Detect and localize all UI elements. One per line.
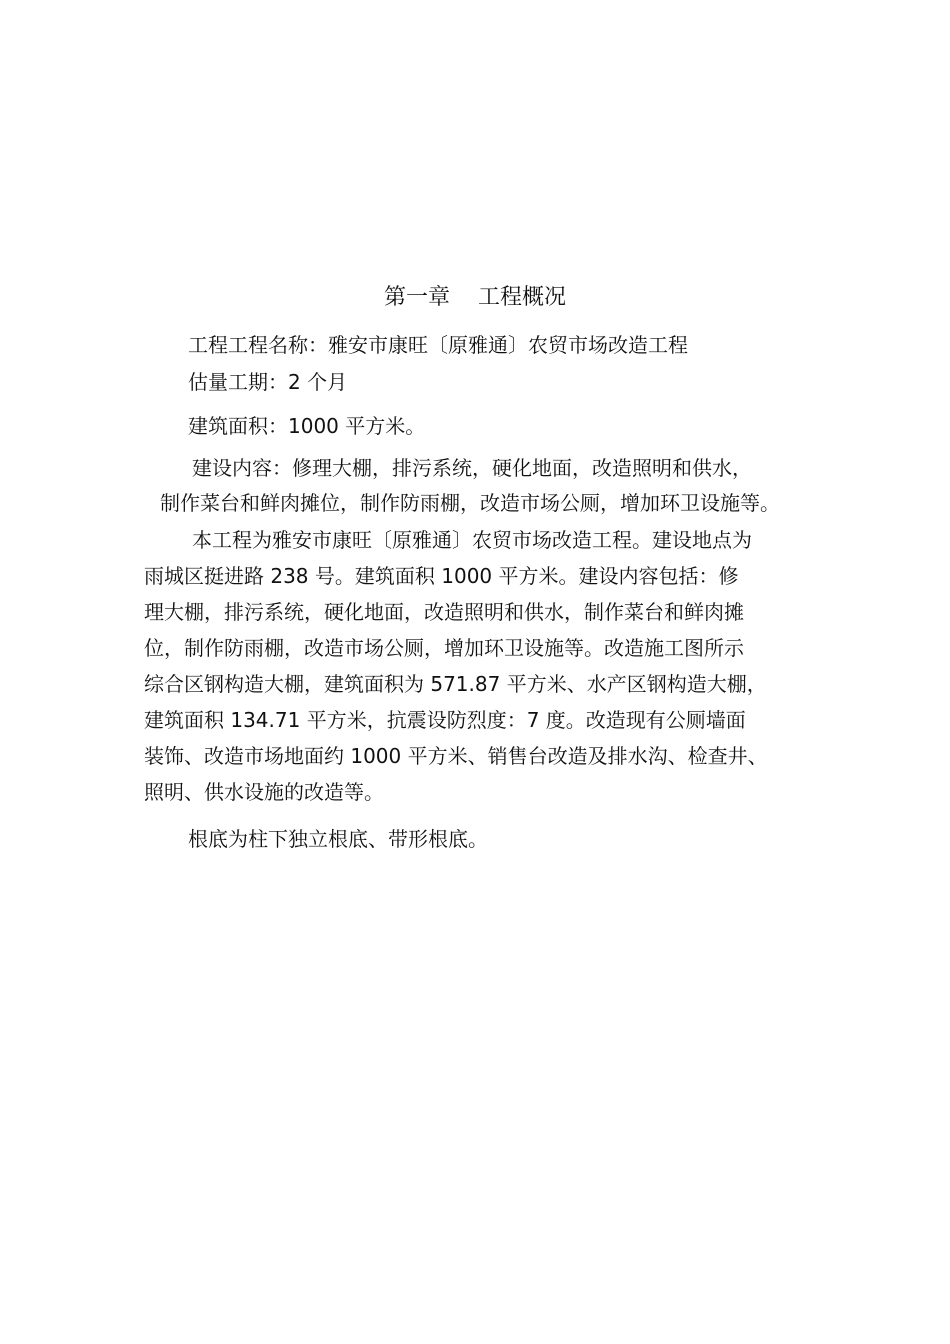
description-paragraph <box>144 522 824 810</box>
description-line: 装饰、改造市场地面约 1000 平方米、销售台改造及排水沟、检查井、 <box>144 744 768 768</box>
building-area: 建筑面积：1000 平方米。 <box>188 414 426 438</box>
project-name: 工程工程名称：雅安市康旺〔原雅通〕农贸市场改造工程 <box>188 333 688 357</box>
estimated-period: 估量工期：2 个月 <box>188 370 348 394</box>
description-line: 综合区钢构造大棚，建筑面积为 571.87 平方米、水产区钢构造大棚， <box>144 672 767 696</box>
description-line: 本工程为雅安市康旺〔原雅通〕农贸市场改造工程。建设地点为 <box>192 528 752 552</box>
description-line: 照明、供水设施的改造等。 <box>144 780 384 804</box>
description-line: 建筑面积 134.71 平方米，抗震设防烈度：7 度。改造现有公厕墙面 <box>144 708 746 732</box>
description-line: 雨城区挺进路 238 号。建筑面积 1000 平方米。建设内容包括：修 <box>144 564 739 588</box>
foundation-text: 根底为柱下独立根底、带形根底。 <box>188 827 488 851</box>
description-line: 理大棚，排污系统，硬化地面，改造照明和供水，制作菜台和鲜肉摊 <box>144 600 744 624</box>
description-line: 位，制作防雨棚，改造市场公厕，增加环卫设施等。改造施工图所示 <box>144 636 744 660</box>
chapter-title: 第一章 工程概况 <box>384 285 566 310</box>
construction-content-line-1: 建设内容：修理大棚，排污系统，硬化地面，改造照明和供水， <box>192 456 752 480</box>
construction-content-line-2: 制作菜台和鲜肉摊位，制作防雨棚，改造市场公厕，增加环卫设施等。 <box>160 491 780 515</box>
